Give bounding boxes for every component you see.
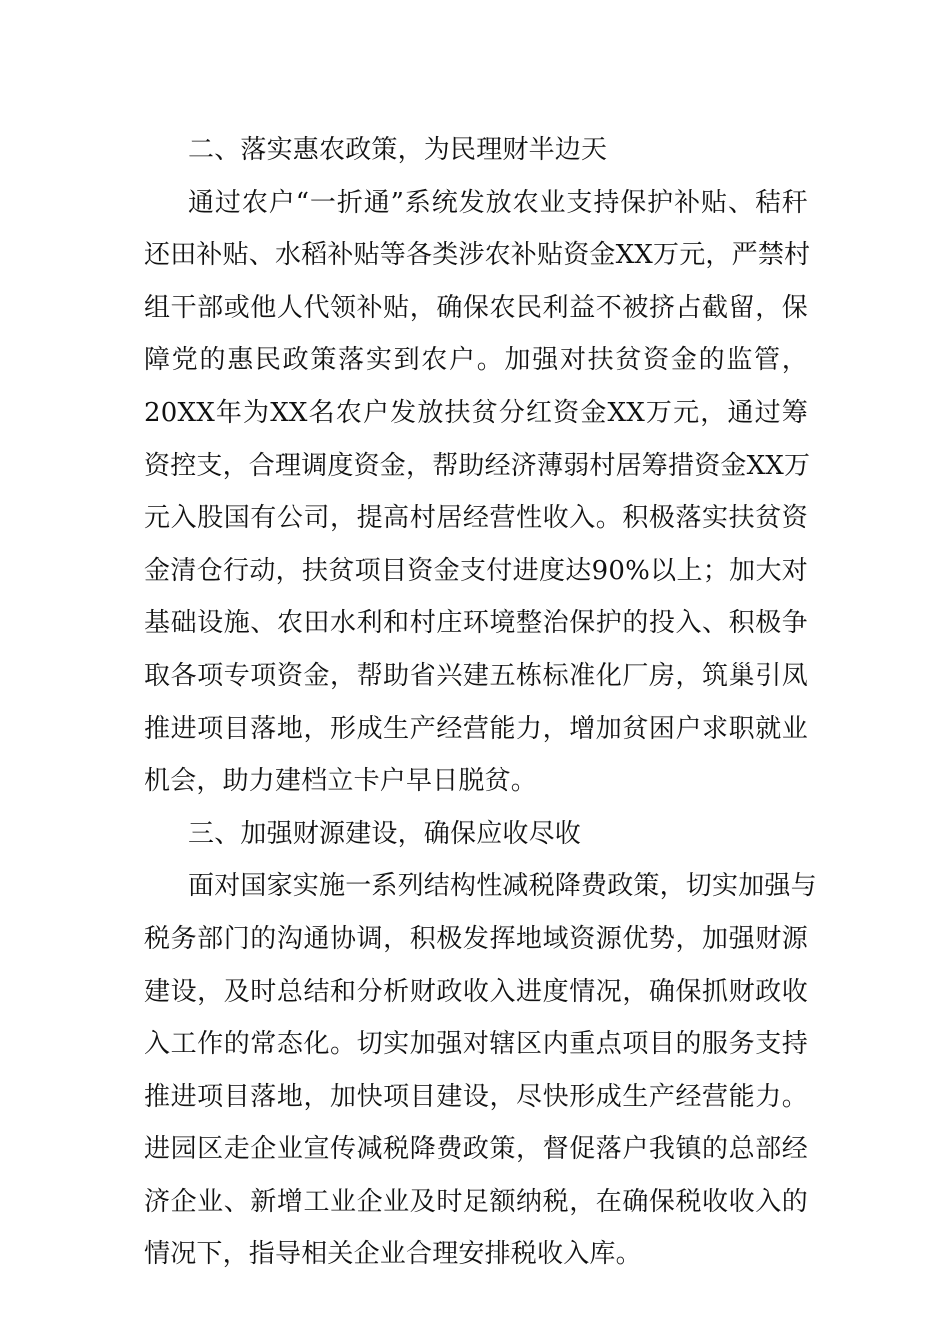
paragraph-line: 障党的惠民政策落实到农户。加强对扶贫资金的监管， [144, 345, 808, 376]
section-paragraph [144, 177, 811, 808]
section-paragraph [144, 860, 817, 1281]
section-heading: 三、加强财源建设，确保应收尽收 [188, 818, 582, 849]
paragraph-line: 济企业、新增工业企业及时足额纳税，在确保税收收入的 [144, 1186, 808, 1217]
paragraph-line: 20XX年为XX名农户发放扶贫分红资金XX万元，通过筹 [144, 397, 808, 428]
paragraph-line: 取各项专项资金，帮助省兴建五栋标准化厂房，筑巢引凤 [144, 660, 808, 691]
paragraph-line: 推进项目落地，加快项目建设，尽快形成生产经营能力。 [144, 1081, 808, 1112]
paragraph-line: 面对国家实施一系列结构性减税降费政策，切实加强与 [188, 871, 817, 902]
paragraph-line: 建设，及时总结和分析财政收入进度情况，确保抓财政收 [144, 976, 808, 1007]
paragraph-line: 金清仓行动，扶贫项目资金支付进度达90%以上；加大对 [144, 555, 808, 586]
paragraph-line: 情况下，指导相关企业合理安排税收入库。 [144, 1239, 642, 1270]
paragraph-line: 机会，助力建档立卡户早日脱贫。 [144, 766, 538, 797]
paragraph-line: 推进项目落地，形成生产经营能力，增加贫困户求职就业 [144, 713, 808, 744]
paragraph-line: 还田补贴、水稻补贴等各类涉农补贴资金XX万元，严禁村 [144, 240, 811, 271]
paragraph-line: 组干部或他人代领补贴，确保农民利益不被挤占截留，保 [144, 292, 808, 323]
paragraph-line: 进园区走企业宣传减税降费政策，督促落户我镇的总部经 [144, 1134, 808, 1165]
paragraph-line: 资控支，合理调度资金，帮助经济薄弱村居筹措资金XX万 [144, 450, 811, 481]
document-body [144, 124, 817, 1281]
paragraph-line: 通过农户“一折通”系统发放农业支持保护补贴、秸秆 [188, 187, 808, 218]
paragraph-line: 入工作的常态化。切实加强对辖区内重点项目的服务支持 [144, 1029, 808, 1060]
section-heading: 二、落实惠农政策，为民理财半边天 [188, 135, 608, 165]
paragraph-line: 基础设施、农田水利和村庄环境整治保护的投入、积极争 [144, 608, 808, 639]
paragraph-line: 元入股国有公司，提高村居经营性收入。积极落实扶贫资 [144, 503, 808, 534]
paragraph-line: 税务部门的沟通协调，积极发挥地域资源优势，加强财源 [144, 923, 808, 954]
